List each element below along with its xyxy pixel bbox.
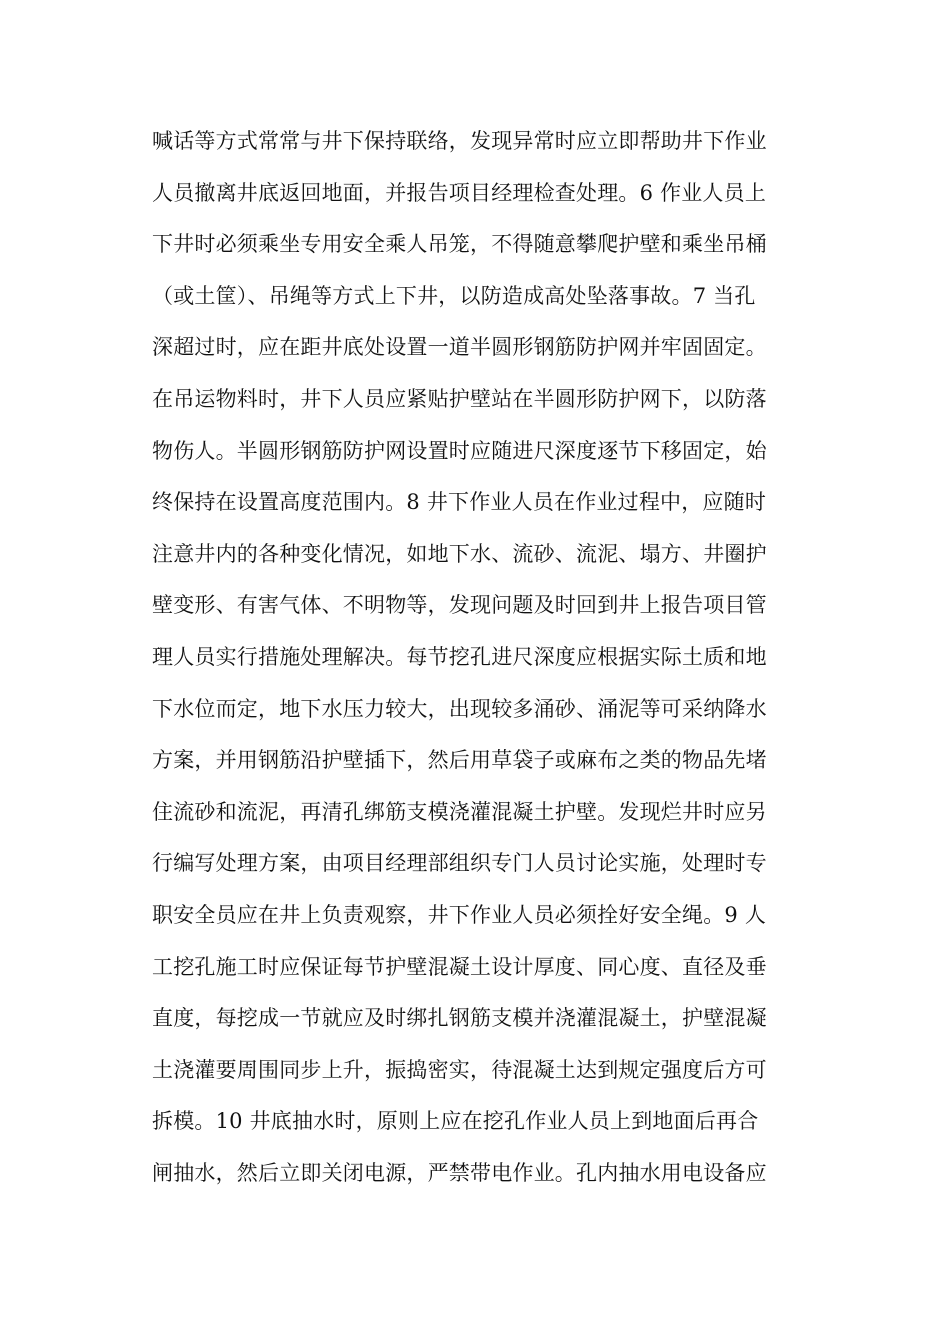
text-line: 行编写处理方案，由项目经理部组织专门人员讨论实施，处理时专: [152, 851, 767, 876]
text-line: 终保持在设置高度范围内。8 井下作业人员在作业过程中，应随时: [152, 490, 767, 515]
text-line: 直度，每挖成一节就应及时绑扎钢筋支模并浇灌混凝土，护壁混凝: [152, 1006, 767, 1031]
text-line: 工挖孔施工时应保证每节护壁混凝土设计厚度、同心度、直径及垂: [152, 954, 767, 979]
text-line: 下井时必须乘坐专用安全乘人吊笼，不得随意攀爬护壁和乘坐吊桶: [152, 232, 767, 257]
text-line: 壁变形、有害气体、不明物等，发现问题及时回到井上报告项目管: [152, 593, 767, 618]
text-line: 人员撤离井底返回地面，并报告项目经理检查处理。6 作业人员上: [152, 180, 767, 205]
text-line: 物伤人。半圆形钢筋防护网设置时应随进尺深度逐节下移固定，始: [152, 438, 767, 463]
text-line: 在吊运物料时，井下人员应紧贴护壁站在半圆形防护网下，以防落: [152, 386, 767, 411]
text-line: 下水位而定，地下水压力较大，出现较多涌砂、涌泥等可采纳降水: [152, 696, 767, 721]
text-line: 方案，并用钢筋沿护壁插下，然后用草袋子或麻布之类的物品先堵: [152, 748, 767, 773]
text-line: 土浇灌要周围同步上升，振捣密实，待混凝土达到规定强度后方可: [152, 1057, 767, 1082]
text-line: 喊话等方式常常与井下保持联络，发现异常时应立即帮助井下作业: [152, 129, 767, 153]
text-line: 职安全员应在井上负责观察，井下作业人员必须拴好安全绳。9 人: [152, 902, 767, 927]
body-paragraph: [152, 116, 802, 1199]
text-line: 深超过时，应在距井底处设置一道半圆形钢筋防护网并牢固固定。: [152, 335, 767, 360]
text-line: 理人员实行措施处理解决。每节挖孔进尺深度应根据实际土质和地: [152, 644, 767, 669]
text-line: 住流砂和流泥，再清孔绑筋支模浇灌混凝土护壁。发现烂井时应另: [152, 799, 767, 824]
text-line: 闸抽水，然后立即关闭电源，严禁带电作业。孔内抽水用电设备应: [152, 1160, 767, 1185]
text-line: 拆模。10 井底抽水时，原则上应在挖孔作业人员上到地面后再合: [152, 1109, 759, 1134]
text-line: （或土筐）、吊绳等方式上下井，以防造成高处坠落事故。7 当孔: [152, 283, 756, 308]
text-line: 注意井内的各种变化情况，如地下水、流砂、流泥、塌方、井圈护: [152, 541, 767, 566]
